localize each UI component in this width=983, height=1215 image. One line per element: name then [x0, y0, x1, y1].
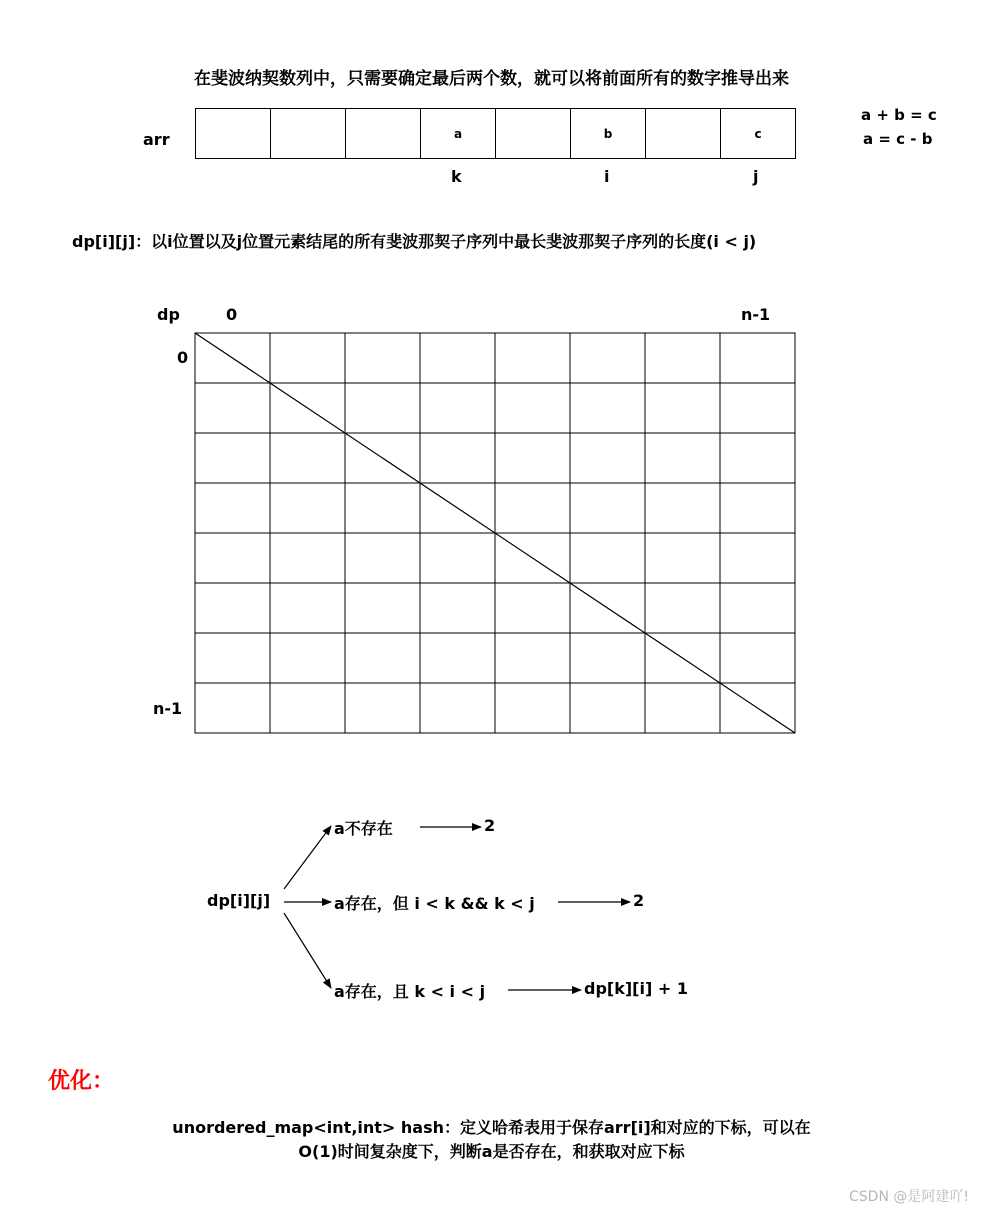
dp-cell: [420, 433, 495, 483]
dp-cell: [345, 633, 420, 683]
dp-cell: [495, 383, 570, 433]
dp-cell: [495, 483, 570, 533]
dp-cell: [720, 383, 795, 433]
arr-cell-value: a: [453, 126, 463, 141]
branch-arrow-up: [284, 826, 331, 889]
dp-row-end-label: n-1: [153, 699, 183, 718]
dp-cell: [645, 433, 720, 483]
dp-col-start-label: 0: [226, 305, 238, 324]
dp-cell: [345, 583, 420, 633]
dp-cell: [270, 633, 345, 683]
dp-cell: [195, 383, 270, 433]
arr-label: arr: [143, 130, 170, 149]
dp-cell: [645, 683, 720, 733]
dp-cell: [720, 533, 795, 583]
case-1-condition: a不存在: [334, 819, 393, 838]
dp-cell: [420, 683, 495, 733]
dp-cell: [270, 433, 345, 483]
dp-cell: [195, 583, 270, 633]
optimization-line-2: O(1)时间复杂度下，判断a是否存在，和获取对应下标: [298, 1142, 685, 1161]
dp-cell: [720, 583, 795, 633]
dp-cell: [495, 333, 570, 383]
dp-cell: [720, 483, 795, 533]
case-3-result: dp[k][i] + 1: [584, 979, 688, 998]
dp-cell: [720, 333, 795, 383]
index-i: i: [604, 167, 610, 186]
dp-cell: [570, 383, 645, 433]
dp-cell: [270, 583, 345, 633]
dp-row-start-label: 0: [177, 348, 189, 367]
dp-definition: dp[i][j]：以i位置以及j位置元素结尾的所有斐波那契子序列中最长斐波那契子序列的长度(i < j): [72, 232, 757, 251]
dp-cell: [420, 633, 495, 683]
dp-cell: [420, 383, 495, 433]
dp-cell: [195, 683, 270, 733]
dp-cell: [495, 633, 570, 683]
dp-cell: [570, 333, 645, 383]
dp-cell: [270, 533, 345, 583]
dp-cell: [645, 383, 720, 433]
dp-cell: [570, 533, 645, 583]
dp-cell: [570, 483, 645, 533]
dp-cell: [195, 433, 270, 483]
case-3-condition: a存在，且 k < i < j: [334, 982, 486, 1001]
dp-cell: [270, 483, 345, 533]
dp-cell: [570, 433, 645, 483]
dp-cell: [570, 683, 645, 733]
optimization-heading: 优化：: [48, 1069, 115, 1094]
dp-cell: [495, 683, 570, 733]
optimization-line-1: unordered_map<int,int> hash：定义哈希表用于保存arr[i]和对应的下标，可以在: [172, 1118, 811, 1137]
formula-diff: a = c - b: [863, 130, 933, 148]
case-2-condition: a存在，但 i < k && k < j: [334, 894, 535, 913]
dp-cell: [645, 533, 720, 583]
dp-cell: [345, 533, 420, 583]
dp-cell: [345, 333, 420, 383]
dp-cell: [645, 583, 720, 633]
dp-cell: [495, 433, 570, 483]
dp-cell: [420, 333, 495, 383]
dp-cell: [345, 683, 420, 733]
arr-cell-value: c: [754, 126, 762, 141]
dp-col-end-label: n-1: [741, 305, 771, 324]
dp-cell: [345, 483, 420, 533]
dp-cell: [420, 583, 495, 633]
dp-cell: [645, 483, 720, 533]
diagram-title: 在斐波纳契数列中，只需要确定最后两个数，就可以将前面所有的数字推导出来: [194, 69, 789, 89]
index-j: j: [753, 167, 759, 186]
dp-cell: [195, 533, 270, 583]
dp-cell: [270, 333, 345, 383]
dp-cell: [720, 633, 795, 683]
dp-cell: [495, 583, 570, 633]
case-2-result: 2: [633, 891, 645, 910]
branch-arrow-down: [284, 913, 331, 988]
arr-cell-value: b: [603, 126, 613, 141]
dp-cell: [720, 433, 795, 483]
dp-table-label: dp: [157, 305, 180, 324]
watermark: CSDN @是阿建吖!: [849, 1189, 969, 1205]
index-k: k: [451, 167, 462, 186]
formula-sum: a + b = c: [861, 106, 937, 124]
dp-cell: [420, 533, 495, 583]
case-1-result: 2: [484, 816, 496, 835]
dp-cell: [195, 483, 270, 533]
case-source: dp[i][j]: [207, 891, 271, 910]
dp-cell: [570, 633, 645, 683]
dp-cell: [345, 383, 420, 433]
dp-cell: [270, 683, 345, 733]
dp-cell: [645, 333, 720, 383]
dp-cell: [195, 633, 270, 683]
